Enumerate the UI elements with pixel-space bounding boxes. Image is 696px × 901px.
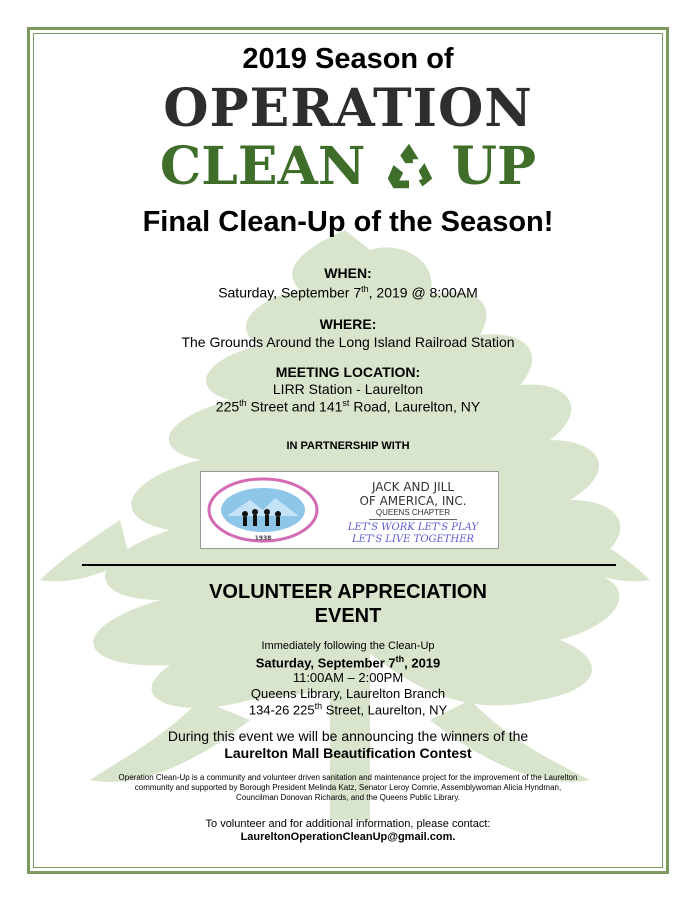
contact-line: To volunteer and for additional information, please contact:	[205, 818, 491, 830]
meeting-line1: LIRR Station - Laurelton	[272, 381, 424, 397]
appreciation-time: 11:00AM – 2:00PM	[292, 670, 404, 685]
appreciation-title: VOLUNTEER APPRECIATION EVENT	[209, 581, 487, 627]
partnership-label: IN PARTNERSHIP WITH	[286, 440, 410, 452]
appreciation-date: Saturday, September 7th, 2019	[255, 654, 441, 671]
final-cleanup-heading: Final Clean-Up of the Season!	[142, 206, 554, 238]
where-label: WHERE:	[319, 316, 377, 332]
meeting-label: MEETING LOCATION:	[275, 364, 421, 380]
seal-year: 1938	[254, 535, 272, 542]
contest-name: Laurelton Mall Beautification Contest	[224, 745, 472, 761]
footer-description: Operation Clean-Up is a community and volunteer driven sanitation and maintenance project for the improvement of the Laurelton community and supported by Borough President Melinda Katz, Senator Leroy Comrie, Assemblywoman Alicia Hyndman, Councilman Donovan Richards, and the Queens Public Library.	[118, 773, 578, 802]
when-value: Saturday, September 7th, 2019 @ 8:00AM	[218, 284, 478, 301]
logo-cleanup	[0, 132, 696, 197]
logo-up-text: UP	[451, 136, 537, 197]
partner-chapter: QUEENS CHAPTER	[375, 508, 451, 517]
appreciation-venue: Queens Library, Laurelton Branch	[250, 686, 446, 701]
partner-name: JACK AND JILL OF AMERICA, INC.	[359, 480, 467, 508]
contest-intro: During this event we will be announcing the winners of the	[167, 728, 529, 744]
season-title: 2019 Season of	[242, 43, 454, 75]
section-divider	[82, 564, 616, 566]
recycle-icon	[380, 138, 438, 196]
where-value: The Grounds Around the Long Island Railroad Station	[181, 334, 515, 350]
logo-operation: OPERATION	[163, 78, 533, 139]
partner-motto: LET'S WORK LET'S PLAY LET'S LIVE TOGETHER	[347, 522, 479, 545]
appreciation-address: 134-26 225th Street, Laurelton, NY	[248, 701, 448, 718]
when-label: WHEN:	[324, 265, 372, 281]
meeting-line2: 225th Street and 141st Road, Laurelton, NY	[215, 398, 481, 415]
jack-and-jill-seal	[205, 476, 321, 544]
appreciation-following: Immediately following the Clean-Up	[261, 640, 435, 652]
chapter-underline	[369, 519, 457, 520]
contact-email[interactable]: LaureltonOperationCleanUp@gmail.com.	[240, 831, 456, 843]
logo-clean-text: CLEAN	[159, 136, 366, 197]
partner-logo	[200, 471, 499, 549]
